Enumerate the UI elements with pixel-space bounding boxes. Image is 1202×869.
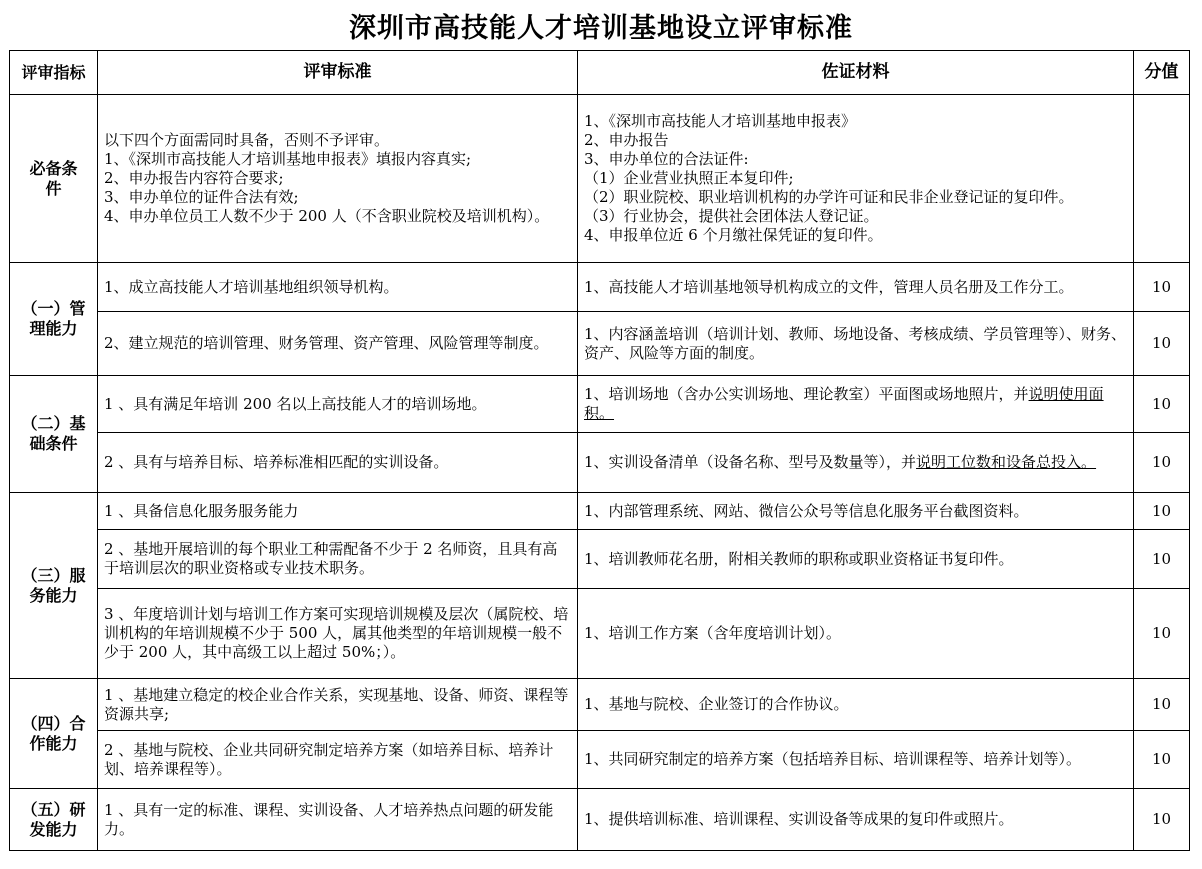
indicator-cell: （一）管理能力 [10,263,98,376]
indicator-cell: （三）服务能力 [10,493,98,679]
table-row [10,789,1190,851]
table-row [10,433,1190,493]
score-cell: 10 [1134,376,1190,433]
standard-cell: 1 、具有满足年培训 200 名以上高技能人才的培训场地。 [98,376,578,433]
score-cell: 10 [1134,789,1190,851]
table-row [10,530,1190,589]
evidence-cell: 1、《深圳市高技能人才培训基地申报表》 2、申办报告 3、申办单位的合法证件: （1）企业营业执照正本复印件; （2）职业院校、职业培训机构的办学许可证和民非企业登记证的复印件。 （3）行业协会，提供社会团体法人登记证。 4、申报单位近 6 个月缴社保凭证的复印件。 [578,95,1134,263]
standard-cell: 2 、具有与培养目标、培养标准相匹配的实训设备。 [98,433,578,493]
header-score: 分值 [1134,51,1190,95]
score-cell: 10 [1134,493,1190,530]
evidence-cell: 1、培训工作方案（含年度培训计划）。 [578,589,1134,679]
evidence-cell: 1、实训设备清单（设备名称、型号及数量等），并说明工位数和设备总投入。 [578,433,1134,493]
evidence-cell: 1、共同研究制定的培养方案（包括培养目标、培训课程等、培养计划等）。 [578,731,1134,789]
table-row [10,589,1190,679]
score-cell [1134,95,1190,263]
table-row [10,263,1190,312]
score-cell: 10 [1134,530,1190,589]
evidence-cell: 1、内部管理系统、网站、微信公众号等信息化服务平台截图资料。 [578,493,1134,530]
standard-cell: 以下四个方面需同时具备，否则不予评审。 1、《深圳市高技能人才培训基地申报表》填报内容真实; 2、申办报告内容符合要求; 3、申办单位的证件合法有效; 4、申办单位员工人数不少于 200 人（不含职业院校及培训机构）。 [98,95,578,263]
criteria-table [9,50,1190,851]
evidence-cell: 1、高技能人才培训基地领导机构成立的文件，管理人员名册及工作分工。 [578,263,1134,312]
table-row [10,679,1190,731]
score-cell: 10 [1134,433,1190,493]
table-row [10,493,1190,530]
score-cell: 10 [1134,312,1190,376]
header-evidence: 佐证材料 [578,51,1134,95]
score-cell: 10 [1134,589,1190,679]
indicator-cell: （四）合作能力 [10,679,98,789]
indicator-cell: （二）基础条件 [10,376,98,493]
standard-cell: 1 、基地建立稳定的校企业合作关系，实现基地、设备、师资、课程等资源共享; [98,679,578,731]
table-row [10,312,1190,376]
page-title: 深圳市高技能人才培训基地设立评审标准 [349,13,853,44]
standard-cell: 3 、年度培训计划与培训工作方案可实现培训规模及层次（属院校、培训机构的年培训规模不少于 500 人，属其他类型的年培训规模一般不少于 200 人，其中高级工以上超过 50%；）。 [98,589,578,679]
score-cell: 10 [1134,263,1190,312]
standard-cell: 1、成立高技能人才培训基地组织领导机构。 [98,263,578,312]
standard-cell: 2、建立规范的培训管理、财务管理、资产管理、风险管理等制度。 [98,312,578,376]
indicator-cell: 必备条件 [10,95,98,263]
table-row [10,731,1190,789]
evidence-cell: 1、培训场地（含办公实训场地、理论教室）平面图或场地照片，并说明使用面积。 [578,376,1134,433]
header-standard: 评审标准 [98,51,578,95]
standard-cell: 2 、基地开展培训的每个职业工种需配备不少于 2 名师资，且具有高于培训层次的职业资格或专业技术职务。 [98,530,578,589]
header-indicator: 评审指标 [10,51,98,95]
evidence-cell: 1、基地与院校、企业签订的合作协议。 [578,679,1134,731]
standard-cell: 1 、具有一定的标准、课程、实训设备、人才培养热点问题的研发能力。 [98,789,578,851]
score-cell: 10 [1134,679,1190,731]
standard-cell: 1 、具备信息化服务服务能力 [98,493,578,530]
evidence-cell: 1、培训教师花名册，附相关教师的职称或职业资格证书复印件。 [578,530,1134,589]
standard-cell: 2 、基地与院校、企业共同研究制定培养方案（如培养目标、培养计划、培养课程等）。 [98,731,578,789]
evidence-cell: 1、内容涵盖培训（培训计划、教师、场地设备、考核成绩、学员管理等）、财务、资产、风险等方面的制度。 [578,312,1134,376]
evidence-cell: 1、提供培训标准、培训课程、实训设备等成果的复印件或照片。 [578,789,1134,851]
table-row [10,376,1190,433]
indicator-cell: （五）研发能力 [10,789,98,851]
score-cell: 10 [1134,731,1190,789]
table-row [10,95,1190,263]
header-row [10,51,1190,95]
